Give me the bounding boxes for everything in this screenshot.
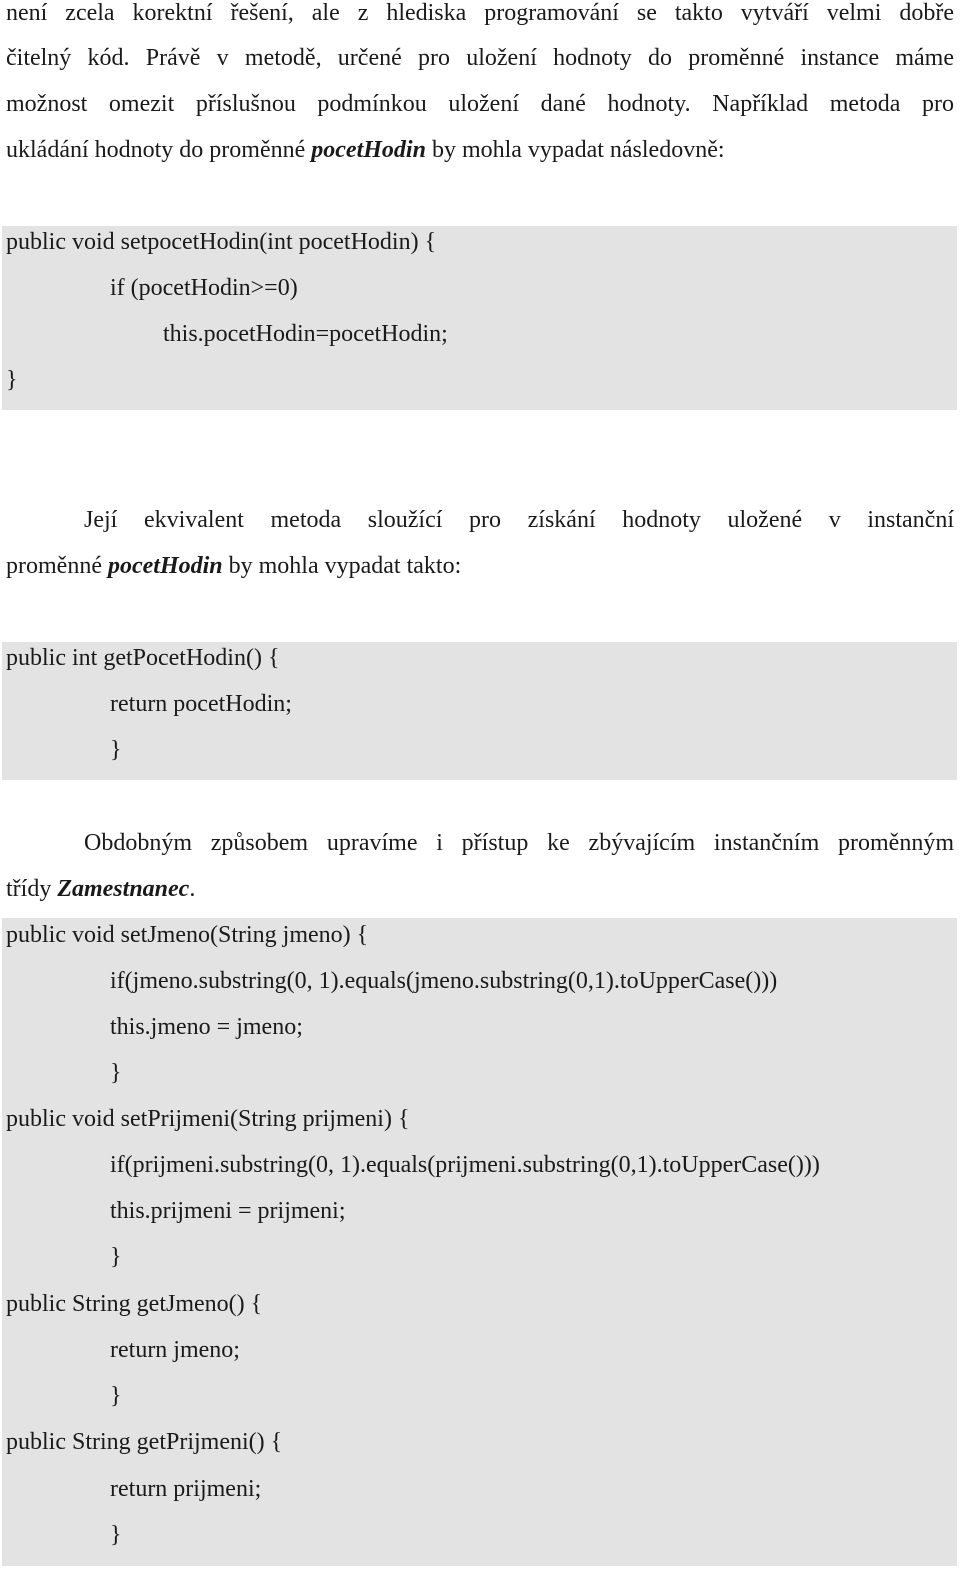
code-line: if(prijmeni.substring(0, 1).equals(prijmeni.substring(0,1).toUpperCase())) (110, 1152, 820, 1178)
paragraph-3-line-2 (6, 866, 195, 912)
code-line: } (110, 1383, 122, 1409)
paragraph-1-line-1: není zcela korektní řešení, ale z hlediska programování se takto vytváří velmi dobře (6, 0, 954, 26)
code-line: public void setPrijmeni(String prijmeni) { (6, 1106, 410, 1132)
paragraph-1-line-4-tail: by mohla vypadat následovně: (425, 137, 725, 163)
code-line: this.pocetHodin=pocetHodin; (163, 321, 448, 347)
code-line: } (110, 1060, 122, 1086)
code-line: if(jmeno.substring(0, 1).equals(jmeno.substring(0,1).toUpperCase())) (110, 968, 778, 994)
paragraph-3-line-2-tail: . (189, 876, 196, 902)
code-line: return pocetHodin; (110, 691, 292, 717)
code-line: return prijmeni; (110, 1476, 262, 1502)
paragraph-3-line-2-text: třídy (6, 876, 58, 902)
code-block-setter-pocethodin (2, 226, 957, 410)
paragraph-2-line-2 (6, 543, 461, 589)
variable-name-emphasis: pocetHodin (107, 553, 223, 579)
paragraph-1-line-3: možnost omezit příslušnou podmínkou uložení dané hodnoty. Například metoda pro (6, 91, 954, 117)
paragraph-1-line-4-text: ukládání hodnoty do proměnné (6, 137, 312, 163)
code-line: } (110, 737, 122, 763)
paragraph-1-line-2: čitelný kód. Právě v metodě, určené pro uložení hodnoty do proměnné instance máme (6, 45, 954, 71)
code-line: public int getPocetHodin() { (6, 645, 280, 671)
code-line: this.prijmeni = prijmeni; (110, 1198, 346, 1224)
code-line: public void setpocetHodin(int pocetHodin) { (6, 229, 437, 255)
code-block-getter-pocethodin (2, 642, 957, 780)
code-line: public String getJmeno() { (6, 1291, 263, 1317)
paragraph-2-line-2-tail: by mohla vypadat takto: (222, 553, 462, 579)
paragraph-2-line-1: Její ekvivalent metoda sloužící pro získání hodnoty uložené v instanční (84, 507, 954, 533)
code-line: return jmeno; (110, 1337, 240, 1363)
code-line: } (6, 367, 18, 393)
code-line: public void setJmeno(String jmeno) { (6, 922, 369, 948)
code-block-accessors (2, 918, 957, 1566)
code-line: } (110, 1522, 122, 1548)
paragraph-3-line-1: Obdobným způsobem upravíme i přístup ke zbývajícím instančním proměnným (84, 830, 954, 856)
paragraph-2-line-2-text: proměnné (6, 553, 108, 579)
code-line: if (pocetHodin>=0) (110, 275, 298, 301)
class-name-emphasis: Zamestnanec (57, 876, 190, 902)
paragraph-1-line-4 (6, 127, 725, 173)
code-line: } (110, 1244, 122, 1270)
code-line: this.jmeno = jmeno; (110, 1014, 303, 1040)
variable-name-emphasis: pocetHodin (311, 137, 426, 163)
code-line: public String getPrijmeni() { (6, 1429, 283, 1455)
